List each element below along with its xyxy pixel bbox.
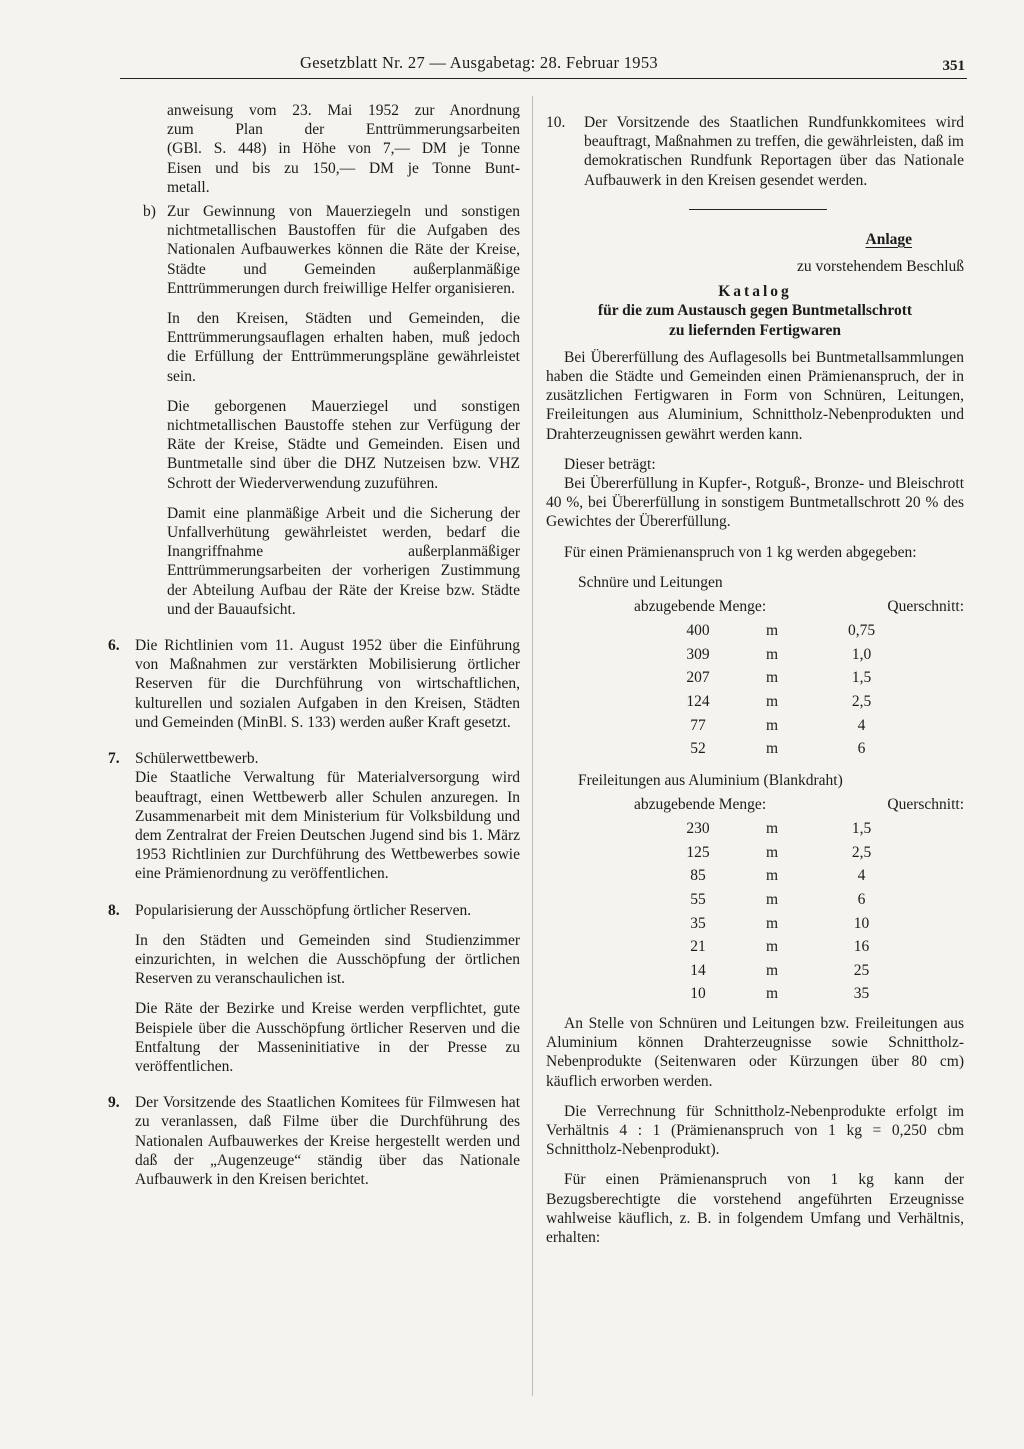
column-header: Querschnitt:	[887, 796, 964, 814]
table-cell: m	[766, 645, 779, 663]
table-cell: 2,5	[851, 693, 872, 711]
paragraph: Bei Übererfüllung in Kupfer-, Rotguß-, Bronze- und Bleischrott 40 %, bei Übererfüllung in sonstigem Buntmetallschrott 20 % des Gewichtes der Übererfüllung.	[546, 475, 964, 531]
paragraph: Bei Übererfüllung des Auflagesolls bei Buntmetallsammlungen haben die Städte und Gemeinden einen Prämienanspruch, der in zusätzlichen Fertigwaren in Form von Schnüren, Leitungen, Freileitungen aus Aluminium, Schnittholz-Nebenprodukten und Drahterzeugnissen gewährt werden kann.	[546, 348, 964, 443]
table-cell: m	[766, 961, 779, 979]
item-number: 8.	[108, 901, 120, 919]
cont-line: (GBl. S. 448) in Höhe von 7,— DM je Tonne	[167, 140, 520, 158]
table-row	[634, 866, 919, 890]
left-column	[108, 101, 520, 1189]
column-header: abzugebende Menge:	[634, 598, 767, 616]
paragraph: Die Verrechnung für Schnittholz-Nebenprodukte erfolgt im Verhältnis 4 : 1 (Prämienanspruch von 1 kg = 0,250 cbm Schnittholz-Nebenprodukt).	[546, 1102, 964, 1159]
table-cell: 25	[853, 961, 870, 979]
table-row	[634, 739, 919, 763]
table-cell: 6	[857, 891, 866, 909]
catalog-title: Katalog	[718, 283, 792, 301]
item-9	[108, 1093, 520, 1189]
table-cell: 77	[690, 716, 706, 734]
table-cell: m	[766, 891, 779, 909]
table-cell: 6	[857, 740, 866, 758]
table-cell: 230	[686, 820, 710, 838]
cont-line: metall.	[167, 178, 210, 196]
paragraph: Damit eine planmäßige Arbeit und die Sicherung der Unfallverhütung gewährleistet werden, bedarf die Inangriffnahme außerplanmäßiger Enttrümmerungsarbeiten der vorherigen Zustimmung der Abteilung Aufbau der Räte der Kreise bzw. Städte und der Bauaufsicht.	[167, 504, 520, 618]
table-cell: 35	[853, 985, 870, 1003]
item-text: In den Städten und Gemeinden sind Studienzimmer einzurichten, in welchen die Ausschöpfung der örtlichen Reserven zu veranschaulichen ist.	[135, 931, 520, 988]
table-cell: m	[766, 693, 779, 711]
table-title: Freileitungen aus Aluminium (Blankdraht)	[578, 771, 843, 789]
item-text: Die Richtlinien vom 11. August 1952 über die Einführung von Maßnahmen zur verstärkten Mobilisierung örtlicher Reserven für die Durchführung von wirtschaftlichen, kulturellen und sozialen Aufgaben in den Kreisen, Städten und Gemeinden (MinBl. S. 133) werden außer Kraft gesetzt.	[135, 637, 520, 731]
annex-subheading: zu vorstehendem Beschluß	[796, 258, 964, 276]
paragraph: Die geborgenen Mauerziegel und sonstigen nichtmetallischen Baustoffe stehen zur Verfügung der Räte der Kreise, Städte und Gemeinden. Eisen und Buntmetalle sind über die DHZ Nutzeisen bzw. VHZ Schrott der Wiederverwendung zuzuführen.	[167, 397, 520, 492]
item-number: 10.	[546, 114, 566, 131]
catalog-subtitle: für die zum Austausch gegen Buntmetallschrott	[597, 302, 913, 320]
table-cell: m	[766, 820, 779, 838]
item-title: Popularisierung der Ausschöpfung örtlicher Reserven.	[135, 901, 472, 919]
table-row	[634, 984, 919, 1008]
table-cell: 16	[853, 938, 870, 956]
page-header	[120, 48, 967, 79]
item-text: Die Staatliche Verwaltung für Materialversorgung wird beauftragt, einen Wettbewerb aller Schulen anzuregen. In Zusammenarbeit mit dem Ministerium für Volksbildung und dem Zentralrat der Freien Deutschen Jugend sind bis 1. März 1953 Richtlinien zur Durchführung des Wettbewerbes sowie eine Prämienordnung zu veröffentlichen.	[135, 769, 520, 883]
item-number: 9.	[108, 1094, 120, 1112]
catalog-subtitle: zu liefernden Fertigwaren	[669, 321, 841, 339]
table-cell: 207	[686, 669, 710, 687]
subsection-label: b)	[143, 203, 156, 221]
table-cell: 1,5	[851, 669, 872, 687]
paragraph: Dieser beträgt:	[564, 455, 656, 473]
gazette-title: Gesetzblatt Nr. 27 — Ausgabetag: 28. Februar 1953	[300, 53, 658, 72]
table-cell: 2,5	[851, 843, 872, 861]
page-number: 351	[942, 58, 965, 74]
table-cell: 4	[857, 716, 866, 734]
table-cell: 10	[853, 914, 870, 932]
continued-text	[167, 101, 520, 197]
table-cell: m	[766, 938, 779, 956]
table-schnuere	[634, 621, 919, 763]
table-cell: 14	[690, 961, 706, 979]
cont-line: anweisung vom 23. Mai 1952 zur Anordnung	[167, 102, 520, 119]
table-cell: 124	[686, 693, 710, 711]
table-row	[634, 914, 919, 938]
table-cell: m	[766, 622, 779, 640]
paragraph: In den Kreisen, Städten und Gemeinden, die Enttrümmerungsauflagen erhalten haben, muß jedoch die Erfüllung der Enttrümmerungspläne gewährleistet sein.	[167, 310, 520, 385]
subsection-b-text: Zur Gewinnung von Mauerziegeln und sonstigen nichtmetallischen Baustoffen für die Aufgaben des Nationalen Aufbauwerkes können die Räte der Kreise, Städte und Gemeinden außerplanmäßige Enttrümmerungen durch freiwillige Helfer organisieren.	[167, 203, 520, 297]
paragraph: Für einen Prämienanspruch von 1 kg werden abgegeben:	[564, 543, 917, 561]
item-text: Die Räte der Bezirke und Kreise werden verpflichtet, gute Beispiele über die Ausschöpfung örtlicher Reserven und die Entfaltung der Masseninitiative in der Presse zu veröffentlichen.	[135, 1000, 520, 1075]
table-cell: 309	[686, 645, 710, 663]
table-cell: 21	[690, 938, 706, 956]
subsection-b	[143, 202, 520, 298]
table-cell: 10	[690, 985, 706, 1003]
table-cell: m	[766, 740, 779, 758]
cont-line: zum Plan der Enttrümmerungsarbeiten	[167, 121, 520, 139]
table-row	[634, 937, 919, 961]
table-cell: m	[766, 867, 779, 885]
table-row	[634, 621, 919, 645]
table-cell: 55	[690, 891, 706, 909]
table-header	[634, 597, 964, 616]
table-row	[634, 819, 919, 843]
table-cell: 400	[686, 622, 710, 640]
column-header: abzugebende Menge:	[634, 796, 767, 814]
table-cell: 85	[690, 867, 706, 885]
table-header	[634, 795, 964, 814]
table-title: Schnüre und Leitungen	[578, 573, 723, 591]
table-row	[634, 692, 919, 716]
item-number: 7.	[108, 750, 120, 768]
item-7	[108, 749, 520, 883]
paragraph: Für einen Prämienanspruch von 1 kg kann der Bezugsberechtigte die vorstehend angeführten Erzeugnisse wahlweise käuflich, z. B. in folgendem Umfang und Verhältnis, erhalten:	[546, 1171, 964, 1247]
paragraph: An Stelle von Schnüren und Leitungen bzw. Freileitungen aus Aluminium können Drahterzeugnisse sowie Schnittholz-Nebenprodukte (Seitenwaren oder Kürzungen über 80 cm) käuflich erworben werden.	[546, 1014, 964, 1090]
table-row	[634, 668, 919, 692]
table-cell: m	[766, 985, 779, 1003]
table-cell: 1,5	[851, 820, 872, 838]
table-row	[634, 645, 919, 669]
annex-heading: Anlage	[865, 230, 912, 248]
table-cell: m	[766, 716, 779, 734]
table-cell: m	[766, 669, 779, 687]
column-header: Querschnitt:	[887, 598, 964, 616]
table-row	[634, 716, 919, 740]
table-cell: 35	[690, 914, 706, 932]
item-text: Der Vorsitzende des Staatlichen Rundfunkkomitees wird beauftragt, Maßnahmen zu treffen, die gewährleisten, daß im demokratischen Rundfunk Reportagen über das Nationale Aufbauwerk in den Kreisen gesendet werden.	[584, 114, 964, 189]
table-cell: 4	[857, 867, 866, 885]
item-title: Schülerwettbewerb.	[135, 750, 259, 768]
table-cell: 125	[686, 843, 710, 861]
table-cell: m	[766, 914, 779, 932]
item-8	[108, 901, 520, 1077]
table-cell: 52	[690, 740, 706, 758]
item-number: 6.	[108, 637, 120, 655]
table-row	[634, 843, 919, 867]
table-cell: 0,75	[847, 622, 876, 640]
table-row	[634, 890, 919, 914]
column-divider	[532, 96, 533, 1396]
table-row	[634, 961, 919, 985]
item-10	[546, 113, 964, 190]
table-freileitungen	[634, 819, 919, 1008]
cont-line: Eisen und bis zu 150,— DM je Tonne Bunt-	[167, 159, 520, 177]
item-6	[108, 636, 520, 732]
item-text: Der Vorsitzende des Staatlichen Komitees für Filmwesen hat zu veranlassen, daß Filme über die Durchführung des Nationalen Aufbauwerkes der Kreise hergestellt werden und daß der „Augenzeuge“ ständig über das Nationale Aufbauwerk in den Kreisen berichtet.	[135, 1094, 520, 1188]
right-column	[546, 113, 964, 1247]
table-cell: 1,0	[851, 645, 872, 663]
table-cell: m	[766, 843, 779, 861]
